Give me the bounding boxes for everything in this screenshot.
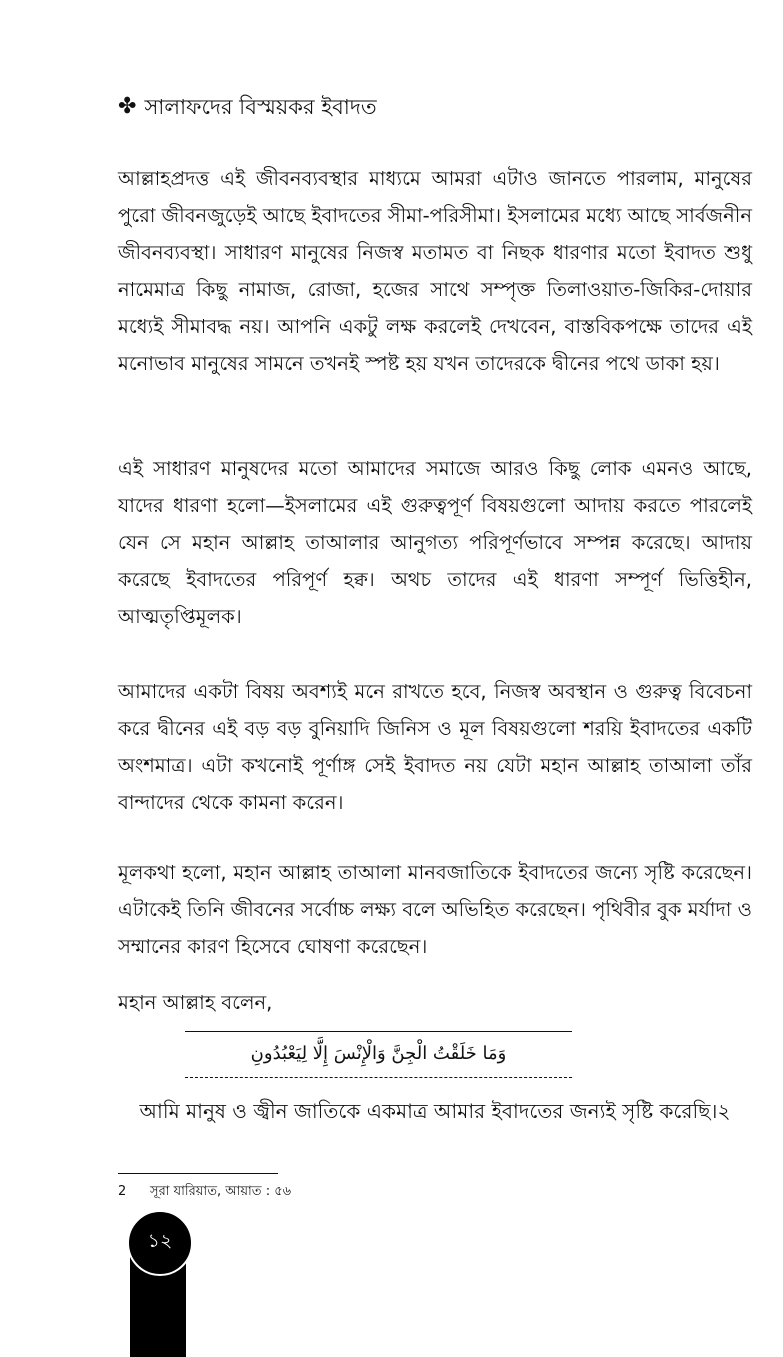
quote-rule-bottom: [185, 1077, 572, 1078]
four-petal-flower-icon: ✤: [118, 94, 137, 119]
arabic-verse: وَمَا خَلَقْتُ الْجِنَّ وَالْإِنْسَ إِلَّا لِيَعْبُدُونِ: [250, 1043, 507, 1064]
section-heading: [118, 92, 377, 122]
section-title: সালাফদের বিস্ময়কর ইবাদত: [144, 95, 377, 119]
footnote: [118, 1182, 291, 1202]
quote-rule-top: [185, 1031, 572, 1032]
paragraph-1: আল্লাহপ্রদত্ত এই জীবনব্যবস্থার মাধ্যমে আমরা এটাও জানতে পারলাম, মানুষের পুরো জীবনজুড়েই আছে ইবাদতের সীমা-পরিসীমা। ইসলামের মধ্যে আছে সার্বজনীন জীবনব্যবস্থা। সাধারণ মানুষের নিজস্ব মতামত বা নিছক ধারণার মতো ইবাদত শুধু নামেমাত্র কিছু নামাজ, রোজা, হজের সাথে সম্পৃক্ত তিলাওয়াত-জিকির-দোয়ার মধ্যেই সীমাবদ্ধ নয়। আপনি একটু লক্ষ করলেই দেখবেন, বাস্তবিকপক্ষে তাদের এই মনোভাব মানুষের সামনে তখনই স্পষ্ট হয় যখন তাদেরকে দ্বীনের পথে ডাকা হয়।: [118, 167, 752, 375]
footnote-number: 2: [118, 1184, 127, 1199]
paragraph-4: মূলকথা হলো, মহান আল্লাহ তাআলা মানবজাতিকে ইবাদতের জন্যে সৃষ্টি করেছেন। এটাকেই তিনি জীবনের সর্বোচ্চ লক্ষ্য বলে অভিহিত করেছেন। পৃথিবীর বুক মর্যাদা ও সম্মানের কারণ হিসেবে ঘোষণা করেছেন।: [118, 861, 752, 958]
footnote-rule: [118, 1173, 278, 1174]
quote-translation: আমি মানুষ ও জ্বীন জাতিকে একমাত্র আমার ইবাদতের জন্যই সৃষ্টি করেছি।২: [139, 1099, 731, 1123]
paragraph-5: মহান আল্লাহ বলেন,: [118, 991, 273, 1014]
footnote-text: সূরা যারিয়াত, আয়াত : ৫৬: [150, 1184, 292, 1199]
paragraph-3: আমাদের একটা বিষয় অবশ্যই মনে রাখতে হবে, নিজস্ব অবস্থান ও গুরুত্ব বিবেচনা করে দ্বীনের এই বড় বড় বুনিয়াদি জিনিস ও মূল বিষয়গুলো শরয়ি ইবাদতের একটি অংশমাত্র। এটা কখনোই পূর্ণাঙ্গ সেই ইবাদত নয় যেটা মহান আল্লাহ তাআলা তাঁর বান্দাদের থেকে কামনা করেন।: [118, 680, 752, 814]
page-number-badge: [127, 1210, 193, 1276]
page-number: ১২: [147, 1230, 173, 1252]
paragraph-2: এই সাধারণ মানুষদের মতো আমাদের সমাজে আরও কিছু লোক এমনও আছে, যাদের ধারণা হলো—ইসলামের এই গুরুত্বপূর্ণ বিষয়গুলো আদায় করতে পারলেই যেন সে মহান আল্লাহ তাআলার আনুগত্য পরিপূর্ণভাবে সম্পন্ন করেছে। আদায় করেছে ইবাদতের পরিপূর্ণ হক্ব। অথচ তাদের এই ধারণা সম্পূর্ণ ভিত্তিহীন, আত্মতৃপ্তিমূলক।: [118, 457, 752, 628]
